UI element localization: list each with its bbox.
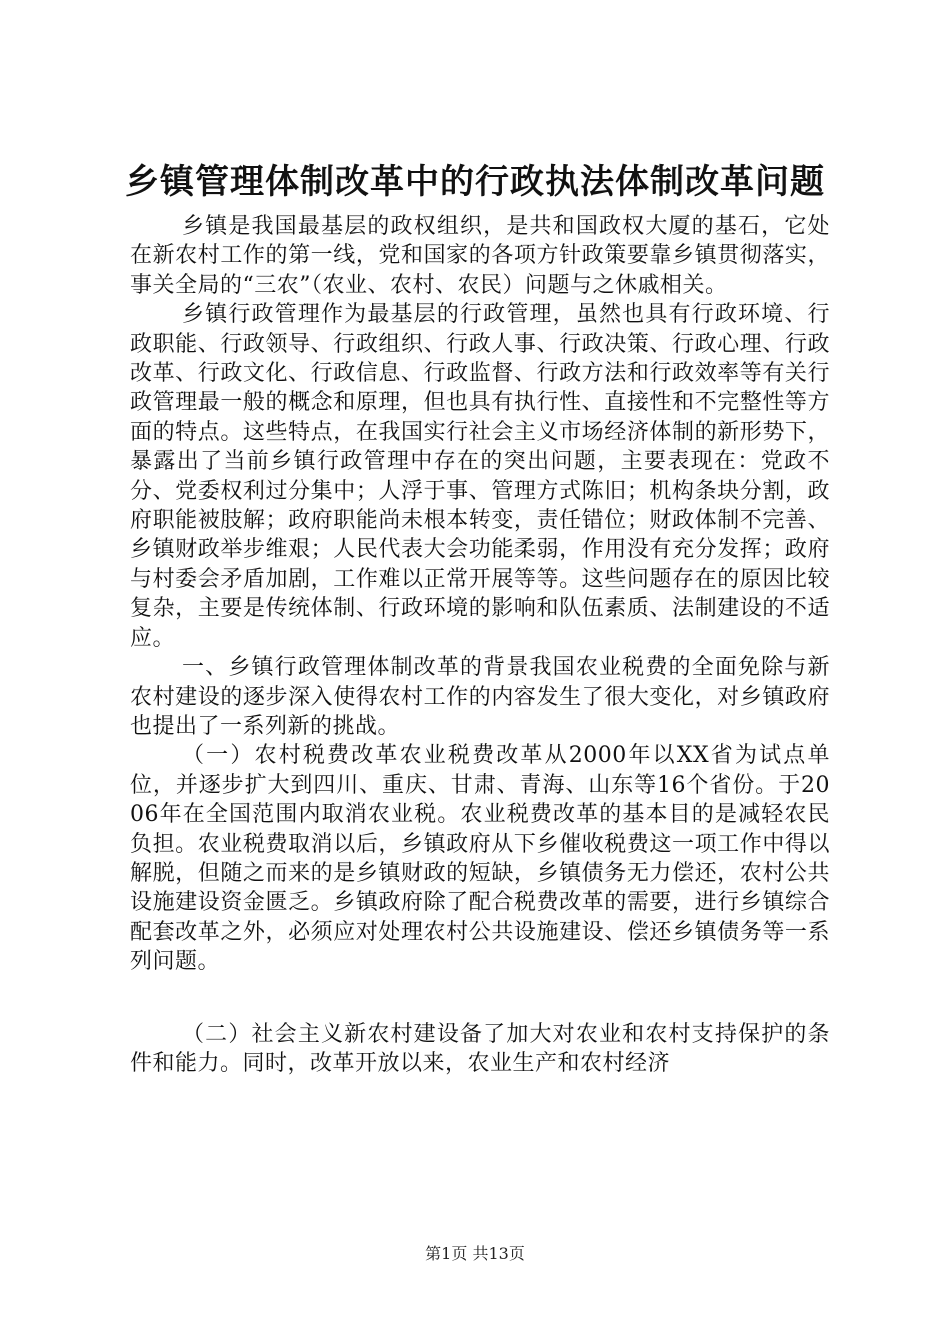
paragraph-characteristics: 乡镇行政管理作为最基层的行政管理，虽然也具有行政环境、行政职能、行政领导、行政组织、行政人事、行政决策、行政心理、行政改革、行政文化、行政信息、行政监督、行政方法和行政效率等有关行政管理最一般的概念和原理，但也具有执行性、直接性和不完整性等方面的特点。这些特点，在我国实行社会主义市场经济体制的新形势下，暴露出了当前乡镇行政管理中存在的突出问题，主要表现在：党政不分、党委权利过分集中；人浮于事、管理方式陈旧；机构条块分割，政府职能被肢解；政府职能尚未根本转变，责任错位；财政体制不完善、乡镇财政举步维艰；人民代表大会功能柔弱，作用没有充分发挥；政府与村委会矛盾加剧，工作难以正常开展等等。这些问题存在的原因比较复杂，主要是传统体制、行政环境的影响和队伍素质、法制建设的不适应。 <box>130 302 830 651</box>
page-total: 共13页 <box>472 1244 525 1263</box>
page-number: 第1页 <box>425 1244 468 1263</box>
paragraph-tax-reform: （一）农村税费改革农业税费改革从2000年以XX省为试点单位，并逐步扩大到四川、重庆、甘肃、青海、山东等16个省份。于2006年在全国范围内取消农业税。农业税费改革的基本目的是减轻农民负担。农业税费取消以后，乡镇政府从下乡催收税费这一项工作中得以解脱，但随之而来的是乡镇财政的短缺，乡镇债务无力偿还，农村公共设施建设资金匮乏。乡镇政府除了配合税费改革的需要，进行乡镇综合配套改革之外，必须应对处理农村公共设施建设、偿还乡镇债务等一系列问题。 <box>130 743 830 975</box>
document-title: 乡镇管理体制改革中的行政执法体制改革问题 <box>125 162 825 202</box>
paragraph-intro: 乡镇是我国最基层的政权组织，是共和国政权大厦的基石，它处在新农村工作的第一线，党和国家的各项方针政策要靠乡镇贯彻落实，事关全局的“三农”（农业、农村、农民）问题与之休戚相关。 <box>130 214 830 298</box>
document-body <box>130 212 830 1078</box>
page-footer <box>0 1244 950 1264</box>
paragraph-section-one: 一、乡镇行政管理体制改革的背景我国农业税费的全面免除与新农村建设的逐步深入使得农村工作的内容发生了很大变化，对乡镇政府也提出了一系列新的挑战。 <box>130 655 830 739</box>
paragraph-new-countryside: （二）社会主义新农村建设备了加大对农业和农村支持保护的条件和能力。同时，改革开放以来，农业生产和农村经济 <box>130 1021 830 1076</box>
